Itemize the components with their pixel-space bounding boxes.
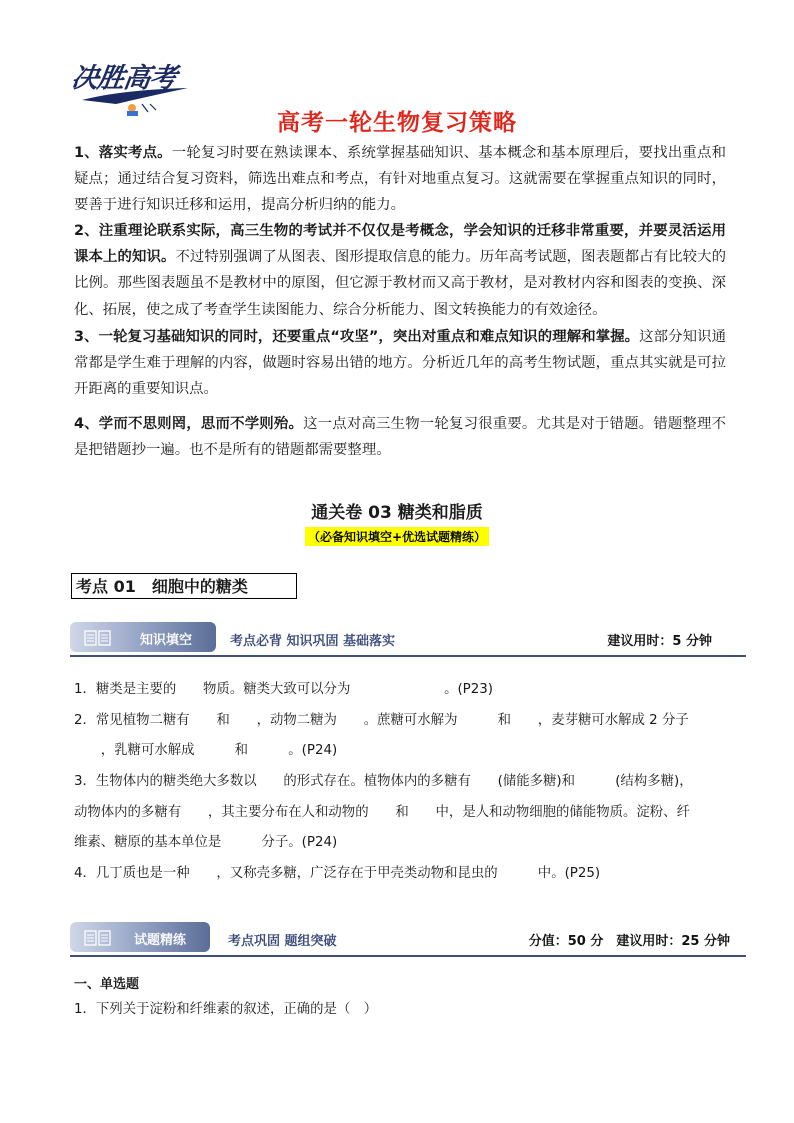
intro-p3-bold: 3、一轮复习基础知识的同时，还要重点“攻坚”，突出对重点和难点知识的理解和掌握。	[74, 329, 640, 345]
fill-question-3-line-1: 3．生物体内的糖类绝大多数以 的形式存在。植物体内的多糖有 (储能多糖)和 (结构多糖)，	[74, 774, 693, 789]
book-icon	[84, 630, 112, 646]
exercise-question-1: 1．下列关于淀粉和纤维素的叙述，正确的是（ ）	[74, 1002, 378, 1017]
exercise-desc: 考点巩固 题组突破	[228, 934, 337, 949]
exercise-band	[70, 922, 746, 958]
exercise-tab	[70, 922, 210, 952]
knowledge-fill-desc: 考点必背 知识巩固 基础落实	[230, 634, 396, 649]
intro-p1-bold: 1、落实考点。	[74, 145, 172, 161]
intro-p4-text: 这一点对高三生物一轮复习很重要。尤其是对于错题。错题整理不是把错题抄一遍。也不是所有的错题都需要整理。	[74, 416, 726, 459]
section-subtitle: （必备知识填空+优选试题精练）	[305, 527, 489, 546]
intro-paragraph-2	[74, 218, 726, 323]
intro-p2-text: 不过特别强调了从图表、图形提取信息的能力。历年高考试题，图表题都占有比较大的比例。那些图表题虽不是教材中的原图，但它源于教材而又高于教材，是对教材内容和图表的变换、深化、拓展，使之成了考查学生读图能力、综合分析能力、图文转换能力的有效途径。	[74, 249, 726, 318]
intro-p1-text: 一轮复习时要在熟读课本、系统掌握基础知识、基本概念和基本原理后，要找出重点和疑点；通过结合复习资料，筛选出难点和考点，有针对地重点复习。这就需要在掌握重点知识的同时，要善于进行知识迁移和运用，提高分析归纳的能力。	[74, 145, 726, 214]
fill-question-3-line-3: 维素、糖原的基本单位是 分子。(P24)	[74, 835, 338, 850]
intro-paragraph-3	[74, 324, 726, 403]
exercise-score-time: 分值：50 分 建议用时：25 分钟	[528, 934, 730, 949]
topic-box: 考点 01 细胞中的糖类	[71, 573, 297, 599]
knowledge-fill-band	[70, 622, 746, 658]
knowledge-fill-label: 知识填空	[140, 633, 193, 648]
fill-question-2-line-1: 2．常见植物二糖有 和 ，动物二糖为 。蔗糖可水解为 和 ，麦芽糖可水解成 2 分子	[74, 713, 689, 728]
fill-question-4: 4．几丁质也是一种 ，又称壳多糖，广泛存在于甲壳类动物和昆虫的 中。(P25)	[74, 866, 601, 881]
knowledge-fill-tab	[70, 622, 216, 652]
intro-p4-bold: 4、学而不思则罔，思而不学则殆。	[74, 416, 304, 432]
section-subtitle-wrap	[0, 526, 794, 546]
page-title: 高考一轮生物复习策略	[277, 110, 517, 136]
intro-p3-text: 这部分知识通常都是学生难于理解的内容，做题时容易出错的地方。分析近几年的高考生物试题，重点其实就是可拉开距离的重要知识点。	[74, 329, 726, 398]
book-icon	[84, 930, 112, 946]
logo-text: 决胜高考	[69, 63, 178, 94]
band-divider	[70, 655, 746, 657]
intro-p2-bold: 2、注重理论联系实际，高三生物的考试并不仅仅是考概念，学会知识的迁移非常重要，并要灵活运用课本上的知识。	[74, 223, 726, 266]
fill-question-2-line-2: ，乳糖可水解成 和 。(P24)	[74, 743, 338, 758]
section-heading-single-choice: 一、单选题	[74, 977, 140, 992]
intro-paragraph-4	[74, 411, 726, 463]
exercise-label: 试题精练	[134, 933, 187, 948]
fill-question-3-line-2: 动物体内的多糖有 ，其主要分布在人和动物的 和 中，是人和动物细胞的储能物质。淀粉、纤	[74, 805, 690, 820]
fill-question-1: 1．糖类是主要的 物质。糖类大致可以分为 。(P23)	[74, 682, 494, 697]
band-divider	[70, 955, 746, 957]
section-title: 通关卷 03 糖类和脂质	[311, 503, 483, 523]
intro-paragraph-1	[74, 140, 726, 219]
knowledge-fill-time: 建议用时：5 分钟	[607, 634, 712, 649]
